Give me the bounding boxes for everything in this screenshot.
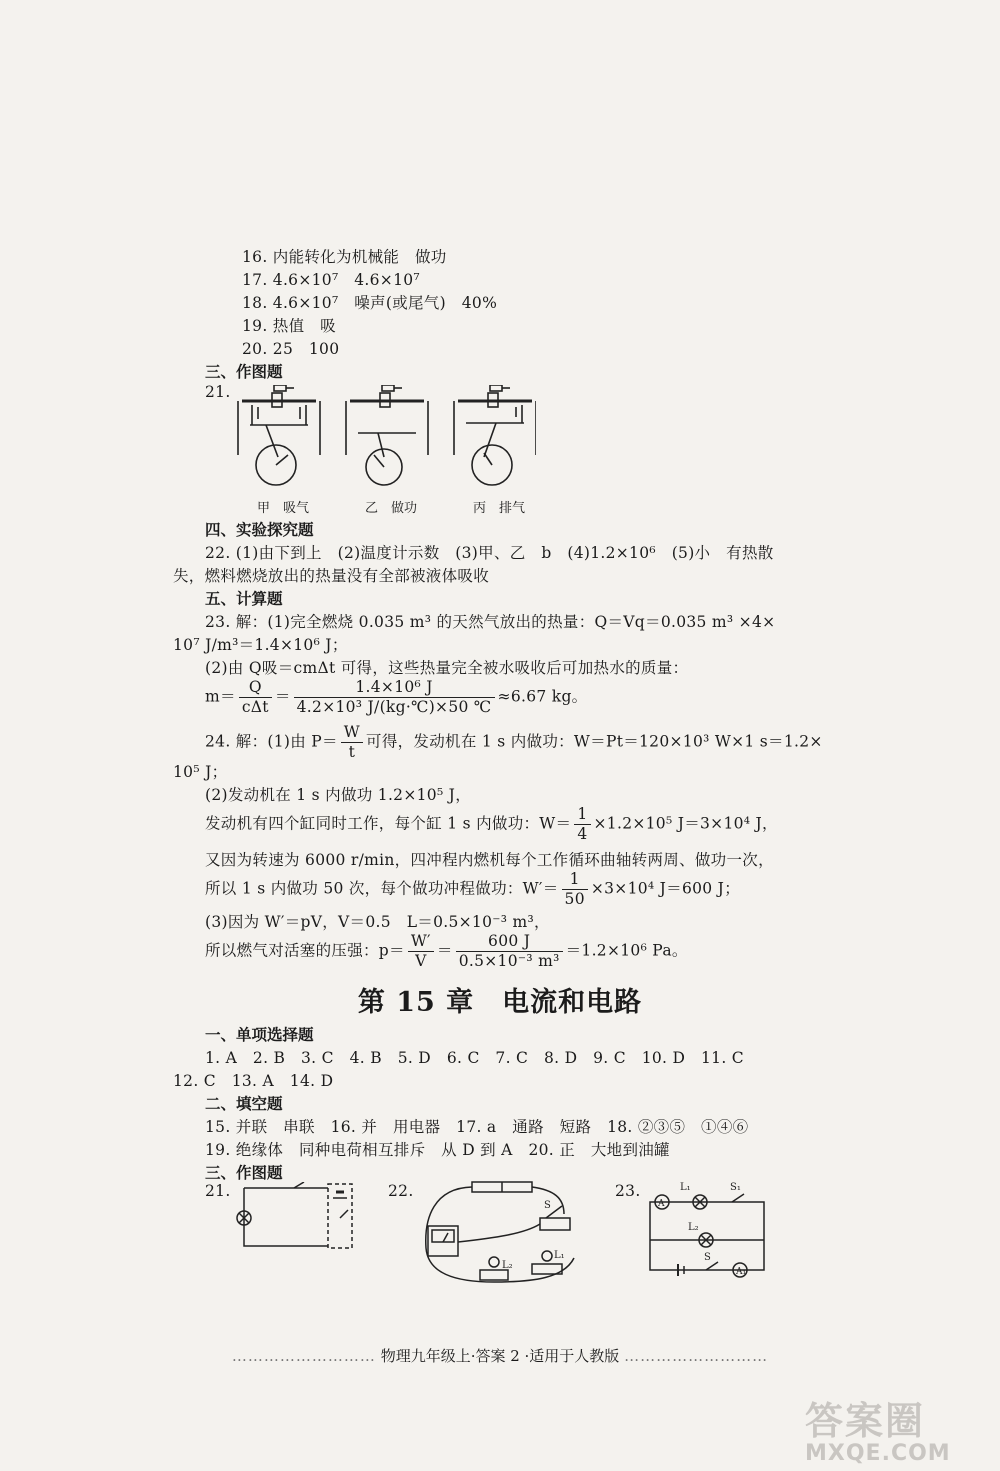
answer-24-line3: (2)发动机在 1 s 内做功 1.2×10⁵ J，: [205, 786, 471, 804]
drawing-heading: 三、作图题: [205, 363, 283, 381]
watermark-main: 答案圈: [805, 1399, 926, 1443]
answer-24-prefix: 24. 解：(1)由 P＝: [205, 732, 338, 751]
watermark-logo: [805, 1390, 951, 1466]
fraction-w-over-t: [341, 723, 363, 762]
fraction-denominator: cΔt: [241, 698, 269, 716]
answer-23-line1: 23. 解：(1)完全燃烧 0.035 m³ 的天然气放出的热量：Q＝Vq＝0.035 m³ ×4×: [205, 613, 776, 631]
answer-16: 16. 内能转化为机械能 做功: [242, 248, 447, 266]
fraction-numerator: 1: [562, 870, 588, 890]
circuit-21-number: 21.: [205, 1182, 231, 1200]
fraction-denominator: 4.2×10³ J/(kg·℃)×50 ℃: [296, 698, 492, 716]
footer-text: 物理九年级上·答案 2 ·适用于人教版: [380, 1347, 620, 1365]
engine-label-power: 乙 做功: [365, 501, 418, 516]
answer-17: 17. 4.6×10⁷ 4.6×10⁷: [242, 271, 420, 289]
fraction-denominator: V: [415, 952, 427, 970]
calculation-heading: 五、计算题: [205, 590, 283, 608]
mass-result: ≈6.67 kg。: [497, 687, 588, 706]
answer-24-line6-prefix: 所以 1 s 内做功 50 次，每个做功冲程做功：W′＝: [205, 879, 559, 898]
multiple-choice-line1: 1. A 2. B 3. C 4. B 5. D 6. C 7. C 8. D 9. C 10. D 11. C: [205, 1049, 744, 1067]
experiment-heading: 四、实验探究题: [205, 521, 314, 539]
answer-24-line4: [205, 805, 778, 844]
fraction-one-quarter: [574, 805, 590, 844]
answer-24-suffix: 可得，发动机在 1 s 内做功：W＝Pt＝120×10³ W×1 s＝1.2×: [366, 732, 823, 751]
answer-23-mass-formula: [205, 678, 587, 717]
circuit-22-number: 22.: [388, 1182, 414, 1200]
circuit-drawing-heading: 三、作图题: [205, 1164, 283, 1182]
circuit-23-number: 23.: [615, 1182, 641, 1200]
fill-blank-line1: 15. 并联 串联 16. 并 用电器 17. a 通路 短路 18. ②③⑤ ①④⑥: [205, 1118, 749, 1136]
fraction-numerator: 1: [574, 805, 590, 825]
fill-blank-line2: 19. 绝缘体 同种电荷相互排斥 从 D 到 A 20. 正 大地到油罐: [205, 1141, 670, 1159]
footer-dots-left: ………………………: [231, 1347, 376, 1365]
engine-power: [346, 385, 428, 485]
fraction-denominator: 4: [577, 825, 588, 843]
circuit-22-l1-label: L₁: [554, 1250, 565, 1261]
answer-19: 19. 热值 吸: [242, 317, 336, 335]
circuit-23-ammeter-label: A: [658, 1199, 665, 1209]
engine-exhaust: [454, 385, 536, 485]
fraction-pressure-values: [456, 932, 563, 971]
fraction-denominator: 50: [564, 890, 585, 908]
answer-24-line6: [205, 870, 740, 909]
engine-strokes-figure: [236, 385, 536, 497]
circuit-22-diagram: [414, 1178, 584, 1288]
answer-18: 18. 4.6×10⁷ 噪声(或尾气) 40%: [242, 294, 498, 312]
watermark-url: MXQE.COM: [805, 1441, 951, 1466]
answer-20: 20. 25 100: [242, 340, 340, 358]
answer-24-line6-suffix: ×3×10⁴ J＝600 J；: [590, 879, 740, 898]
circuit-23-l2-label: L₂: [688, 1222, 699, 1233]
multiple-choice-line2: 12. C 13. A 14. D: [173, 1072, 334, 1090]
fraction-mass-values: [294, 678, 495, 717]
circuit-23-ammeter1-label: A₁: [736, 1267, 747, 1277]
fraction-numerator: 600 J: [456, 932, 563, 952]
fraction-q-over-c-dt: [239, 678, 272, 717]
answer-21-number: 21.: [205, 383, 231, 401]
answer-24-line7: (3)因为 W′＝pV，V＝0.5 L＝0.5×10⁻³ m³，: [205, 913, 550, 931]
fraction-numerator: W: [341, 723, 363, 743]
multiple-choice-heading: 一、单项选择题: [205, 1026, 314, 1044]
answer-24-line1: [205, 723, 823, 762]
answer-24-line4-prefix: 发动机有四个缸同时工作，每个缸 1 s 内做功：W＝: [205, 814, 572, 833]
circuit-22-switch-label: S: [544, 1200, 551, 1211]
engine-label-exhaust: 丙 排气: [473, 501, 526, 516]
answer-24-line4-suffix: ×1.2×10⁵ J＝3×10⁴ J，: [593, 814, 778, 833]
footer-dots-right: ………………………: [624, 1347, 769, 1365]
fraction-denominator: t: [348, 743, 356, 761]
circuit-23-diagram: [648, 1178, 778, 1282]
equals-sign: ＝: [436, 941, 453, 960]
fill-blank-heading: 二、填空题: [205, 1095, 283, 1113]
answer-22-line1: 22. (1)由下到上 (2)温度计示数 (3)甲、乙 b (4)1.2×10⁶ (5)小 有热散: [205, 544, 774, 562]
fraction-w-over-v: [408, 932, 434, 971]
fraction-numerator: W′: [408, 932, 434, 952]
fraction-numerator: 1.4×10⁶ J: [294, 678, 495, 698]
circuit-23-switch-label: S: [704, 1252, 711, 1263]
circuit-22-l2-label: L₂: [502, 1260, 513, 1271]
mass-symbol: m＝: [205, 687, 236, 706]
answer-24-line5: 又因为转速为 6000 r/min，四冲程内燃机每个工作循环曲轴转两周、做功一次，: [205, 851, 774, 869]
fraction-one-fiftieth: [562, 870, 588, 909]
answer-22-line2: 失，燃料燃烧放出的热量没有全部被液体吸收: [173, 567, 490, 585]
answer-24-line2: 10⁵ J；: [173, 763, 228, 781]
page-footer: [175, 1345, 825, 1366]
equals-sign: ＝: [274, 687, 291, 706]
fraction-numerator: Q: [239, 678, 272, 698]
circuit-21-diagram: [232, 1182, 362, 1252]
answer-23-line2: 10⁷ J/m³＝1.4×10⁶ J；: [173, 636, 348, 654]
circuit-23-s1-label: S₁: [730, 1182, 741, 1193]
engine-intake: [238, 385, 320, 485]
chapter-title: 第 15 章 电流和电路: [357, 987, 643, 1018]
answer-23-line3: (2)由 Q吸＝cmΔt 可得，这些热量完全被水吸收后可加热水的质量：: [205, 659, 689, 677]
answer-24-line8-suffix: ＝1.2×10⁶ Pa。: [565, 941, 688, 960]
answer-24-line8-prefix: 所以燃气对活塞的压强：p＝: [205, 941, 405, 960]
circuit-23-l1-label: L₁: [680, 1182, 691, 1193]
answer-24-line8: [205, 932, 688, 971]
engine-label-intake: 甲 吸气: [257, 501, 310, 516]
fraction-denominator: 0.5×10⁻³ m³: [458, 952, 560, 970]
